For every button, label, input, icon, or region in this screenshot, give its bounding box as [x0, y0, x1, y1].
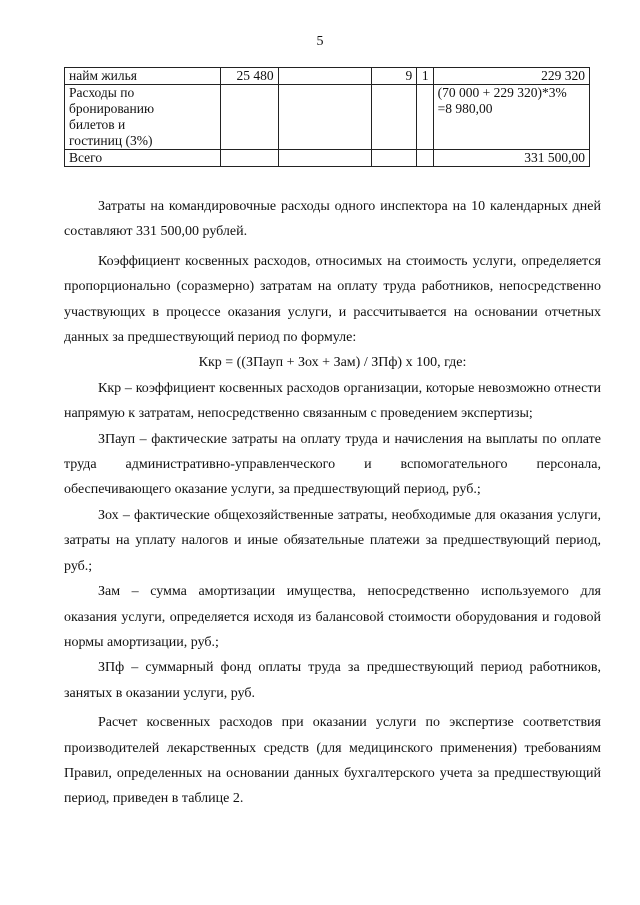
table-cell-name: Всего: [65, 150, 221, 167]
table-cell-name: найм жилья: [65, 68, 221, 85]
paragraph: ЗПф – суммарный фонд оплаты труда за предшествующий период работников, занятых в оказании услуги, руб.: [64, 660, 601, 701]
paragraph: Зох – фактические общехозяйственные затраты, необходимые для оказания услуги, затраты на уплату налогов и иные обязательные платежи за предшествующий период, руб.;: [64, 507, 601, 574]
table-row: [65, 150, 590, 167]
table-cell-line: бронированию: [69, 101, 155, 116]
table-cell-line: гостиниц (3%): [69, 133, 153, 148]
table-cell-value: [372, 85, 417, 150]
table-cell-line: =8 980,00: [437, 101, 493, 116]
table-cell-formula: [433, 85, 589, 150]
paragraph: Затраты на командировочные расходы одного инспектора на 10 календарных дней составляют 331 500,00 рублей.: [64, 199, 601, 240]
paragraph: Ккр – коэффициент косвенных расходов организации, которые невозможно отнести напрямую к затратам, непосредственно связанным с проведением экспертизы;: [64, 380, 601, 422]
paragraph: Коэффициент косвенных расходов, относимых на стоимость услуги, определяется пропорционально (соразмерно) затратам на оплату труда работников, непосредственно участвующих в процессе оказания услуги, и рассчитывается на основании отчетных данных за предшествующий период по формуле:: [64, 253, 601, 346]
table-cell-name: [65, 85, 221, 150]
table-cell-value: [221, 85, 278, 150]
table-cell-value: [278, 150, 372, 167]
table-row: [65, 85, 590, 150]
table-cell-line: билетов и: [69, 117, 126, 132]
table-cell-value: 1: [417, 68, 433, 85]
paragraph: Расчет косвенных расходов при оказании услуги по экспертизе соответствия производителей лекарственных средств (для медицинского применения) требованиям Правил, определенных на основании данных бухгалтерского учета за предшествующий период, приведен в таблице 2.: [64, 715, 601, 807]
table-cell-value: [417, 150, 433, 167]
table-cell-line: (70 000 + 229 320)*3%: [437, 85, 567, 100]
table-cell-value: [221, 150, 278, 167]
table-cell-value: 25 480: [221, 68, 278, 85]
paragraph: Зам – сумма амортизации имущества, непосредственно используемого для оказания услуги, определяется исходя из балансовой стоимости оборудования и годовой нормы амортизации, руб.;: [64, 584, 601, 650]
table-cell-value: [372, 150, 417, 167]
paragraph: ЗПауп – фактические затраты на оплату труда и начисления на выплаты по оплате труда административно-управленческого и вспомогательного персонала, обеспечивающего оказание услуги, за предшествующий период, руб.;: [64, 431, 601, 498]
table-cell-value: 9: [372, 68, 417, 85]
table-row: [65, 68, 590, 85]
table-cell-total: 229 320: [433, 68, 589, 85]
table-cell-value: [278, 85, 372, 150]
cost-table: [64, 67, 590, 167]
body-text: [64, 194, 601, 812]
table-cell-total: 331 500,00: [433, 150, 589, 167]
table-cell-value: [417, 85, 433, 150]
page-number: 5: [316, 34, 324, 49]
table-cell-line: Расходы по: [69, 85, 135, 100]
table-cell-value: [278, 68, 372, 85]
formula: Ккр = ((ЗПауп + Зох + Зам) / ЗПф) х 100, где:: [198, 355, 467, 371]
